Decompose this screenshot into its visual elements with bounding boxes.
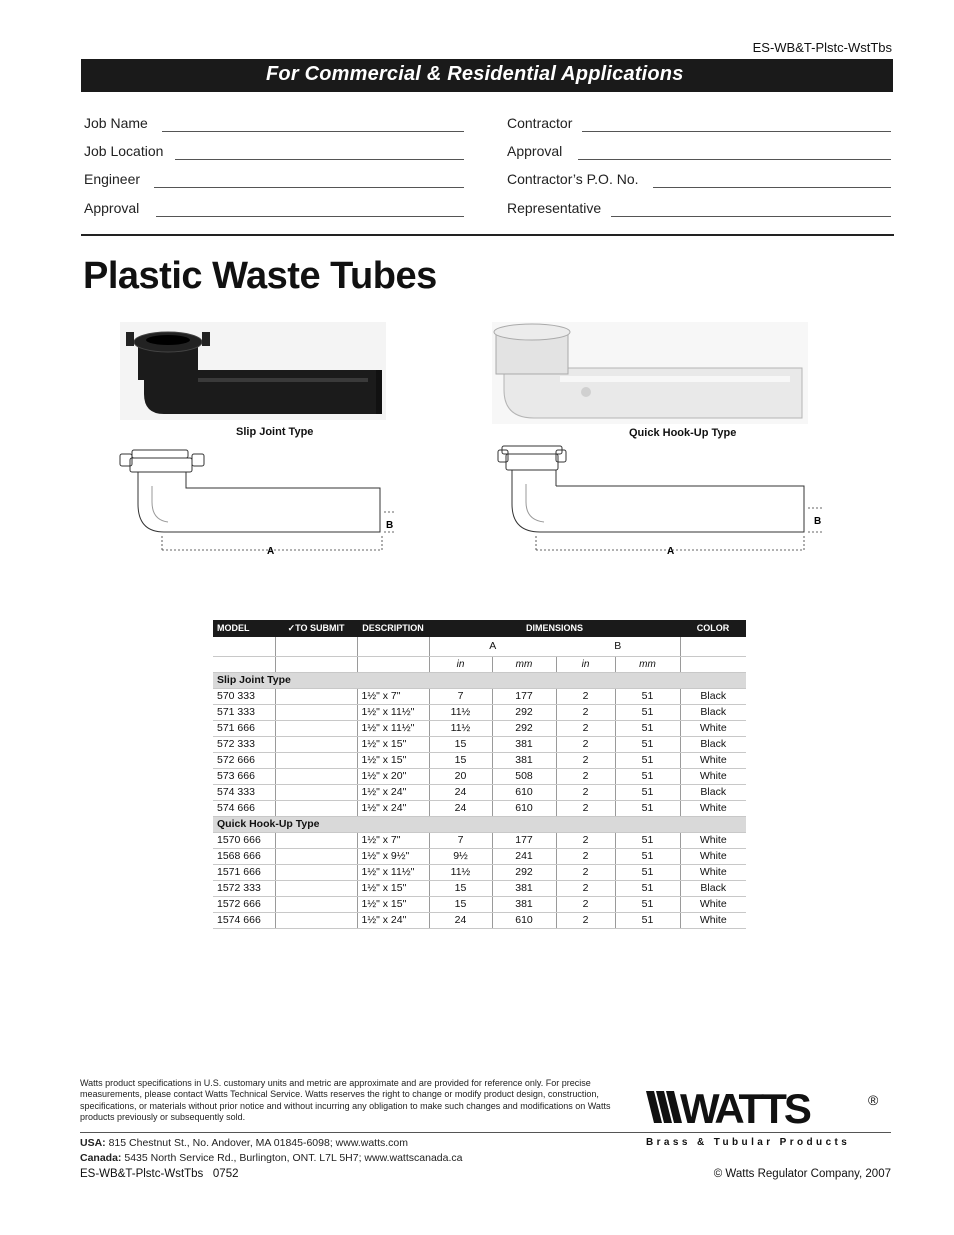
field-line: [582, 131, 891, 132]
tube-length: 11½": [390, 866, 415, 878]
dim-a-mm-cell: 610: [492, 913, 556, 929]
dim-a-in-cell: 11½: [429, 705, 492, 721]
description-separator: x: [379, 914, 391, 926]
tube-length: 24": [390, 914, 407, 926]
submit-checkbox-cell[interactable]: [275, 705, 357, 721]
table-row: [213, 913, 746, 929]
color-cell: White: [680, 721, 746, 737]
dim-b-in-cell: 2: [556, 705, 615, 721]
submit-checkbox-cell[interactable]: [275, 881, 357, 897]
dim-a-mm-cell: 292: [492, 705, 556, 721]
color-cell: White: [680, 801, 746, 817]
model-cell: 1574 666: [213, 913, 275, 929]
description-cell: [357, 833, 429, 849]
dim-a-in-cell: 7: [429, 689, 492, 705]
dim-b-mm-cell: 51: [615, 913, 680, 929]
dim-a-in-cell: 15: [429, 753, 492, 769]
table-row: [213, 769, 746, 785]
dim-b-in-cell: 2: [556, 689, 615, 705]
job-location-field[interactable]: [84, 143, 464, 163]
col-model: MODEL: [213, 620, 275, 637]
description-separator: x: [379, 770, 391, 782]
canada-address-text: 5435 North Service Rd., Burlington, ONT. L7L 5H7; www.wattscanada.ca: [124, 1152, 463, 1164]
unit-row: [213, 657, 746, 673]
dim-b-in-cell: 2: [556, 801, 615, 817]
usa-address-text: 815 Chestnut St., No. Andover, MA 01845-6098; www.watts.com: [108, 1137, 409, 1149]
footer-doc-code: ES-WB&T-Plstc-WstTbs: [80, 1168, 204, 1180]
nut-top: [132, 450, 188, 458]
contractor-field[interactable]: [507, 115, 891, 135]
dim-b-mm-cell: 51: [615, 801, 680, 817]
dim-a-mm-cell: 177: [492, 689, 556, 705]
tube-length: 20": [390, 770, 407, 782]
description-cell: [357, 753, 429, 769]
dim-b-mm-cell: 51: [615, 737, 680, 753]
dim-a-mm-cell: 610: [492, 785, 556, 801]
hookup-nut-top: [494, 324, 570, 340]
tube-length: 7": [390, 690, 401, 702]
field-label: Approval: [507, 143, 563, 159]
engineer-field[interactable]: [84, 171, 464, 191]
quick-hookup-caption: Quick Hook-Up Type: [629, 427, 737, 439]
pipe-size: 1½": [361, 866, 380, 878]
page-title: Plastic Waste Tubes: [83, 255, 437, 297]
pipe-size: 1½": [361, 850, 380, 862]
field-label: Engineer: [84, 171, 141, 187]
nut-wing-right: [202, 332, 210, 346]
field-line: [156, 216, 464, 217]
dim-a-mm-cell: 381: [492, 737, 556, 753]
col-to-submit: ✓TO SUBMIT: [275, 620, 357, 637]
description-cell: [357, 849, 429, 865]
dim-b-in-cell: 2: [556, 753, 615, 769]
field-line: [611, 216, 891, 217]
tube-length: 7": [390, 834, 401, 846]
color-cell: White: [680, 897, 746, 913]
description-separator: x: [379, 882, 391, 894]
tube-end: [376, 370, 382, 414]
dim-b-in-cell: 2: [556, 833, 615, 849]
dim-b-mm-cell: 51: [615, 833, 680, 849]
slip-joint-diagram: [112, 440, 402, 560]
description-separator: x: [379, 866, 391, 878]
slip-joint-photo: [118, 318, 388, 422]
quick-hookup-diagram: [492, 440, 832, 560]
dim-a-in-cell: 7: [429, 833, 492, 849]
footer-document-code: [80, 1168, 239, 1180]
model-cell: 574 666: [213, 801, 275, 817]
section-header-row: [213, 673, 746, 689]
color-cell: White: [680, 865, 746, 881]
dim-a-in-cell: 24: [429, 785, 492, 801]
model-cell: 571 333: [213, 705, 275, 721]
dim-b-in-cell: 2: [556, 913, 615, 929]
nut-collar: [512, 470, 556, 486]
pipe-size: 1½": [361, 882, 380, 894]
tube-outline: [512, 484, 804, 532]
description-separator: x: [379, 834, 391, 846]
dim-a-head: A: [429, 637, 556, 657]
tube-body: [504, 368, 802, 418]
description-separator: x: [379, 802, 391, 814]
pipe-size: 1½": [361, 738, 380, 750]
dim-b-label: B: [814, 516, 822, 527]
submit-checkbox-cell[interactable]: [275, 689, 357, 705]
model-cell: 572 333: [213, 737, 275, 753]
dim-a-label: A: [667, 546, 675, 557]
table-row: [213, 849, 746, 865]
description-cell: [357, 897, 429, 913]
description-cell: [357, 801, 429, 817]
pipe-size: 1½": [361, 706, 380, 718]
tube-inner: [152, 486, 168, 522]
table-row: [213, 801, 746, 817]
field-label: Representative: [507, 200, 602, 216]
color-cell: White: [680, 769, 746, 785]
watts-logo: [646, 1085, 886, 1134]
field-line: [175, 159, 464, 160]
submit-checkbox-cell[interactable]: [275, 865, 357, 881]
dim-b-label: B: [386, 520, 394, 531]
dim-a-in-cell: 15: [429, 881, 492, 897]
dim-b-mm-cell: 51: [615, 753, 680, 769]
nut-body: [506, 454, 558, 470]
dim-b-in-cell: 2: [556, 769, 615, 785]
job-name-field[interactable]: [84, 115, 464, 135]
field-line: [578, 159, 891, 160]
contractor-po-field[interactable]: [507, 171, 891, 191]
field-label: Contractor’s P.O. No.: [507, 171, 639, 187]
dim-a-in-cell: 15: [429, 897, 492, 913]
registered-mark: ®: [868, 1092, 879, 1108]
field-line: [154, 187, 464, 188]
submit-checkbox-cell[interactable]: [275, 721, 357, 737]
model-cell: 570 333: [213, 689, 275, 705]
dim-b-mm-cell: 51: [615, 865, 680, 881]
nut-collar: [138, 472, 186, 486]
dim-a-in-cell: 9½: [429, 849, 492, 865]
section-divider: [81, 234, 894, 236]
model-cell: 1572 666: [213, 897, 275, 913]
color-cell: Black: [680, 737, 746, 753]
pipe-size: 1½": [361, 802, 380, 814]
description-cell: [357, 881, 429, 897]
color-cell: White: [680, 833, 746, 849]
color-cell: Black: [680, 705, 746, 721]
dim-b-in-cell: 2: [556, 881, 615, 897]
color-cell: Black: [680, 881, 746, 897]
description-separator: x: [379, 754, 391, 766]
dim-a-mm-cell: 292: [492, 721, 556, 737]
tube-length: 11½": [390, 722, 415, 734]
dim-b-mm-cell: 51: [615, 769, 680, 785]
description-separator: x: [379, 738, 391, 750]
description-cell: [357, 769, 429, 785]
tube-length: 15": [390, 882, 407, 894]
dim-a-in-cell: 11½: [429, 865, 492, 881]
model-cell: 1571 666: [213, 865, 275, 881]
nut-body: [130, 458, 192, 472]
field-line: [653, 187, 891, 188]
dim-a-in-cell: 20: [429, 769, 492, 785]
model-cell: 1568 666: [213, 849, 275, 865]
contractor-approval-field[interactable]: [507, 143, 891, 163]
model-cell: 1570 666: [213, 833, 275, 849]
dim-a-in-cell: 11½: [429, 721, 492, 737]
dim-b-head: B: [556, 637, 680, 657]
section-header-row: [213, 817, 746, 833]
quick-hookup-photo: [490, 320, 810, 426]
color-cell: White: [680, 753, 746, 769]
unit-mm: mm: [492, 657, 556, 673]
table-row: [213, 881, 746, 897]
description-separator: x: [379, 898, 391, 910]
nut-wing-left: [126, 332, 134, 346]
submit-checkbox-cell[interactable]: [275, 785, 357, 801]
model-cell: 571 666: [213, 721, 275, 737]
submit-checkbox-cell[interactable]: [275, 849, 357, 865]
dim-a-mm-cell: 177: [492, 833, 556, 849]
pipe-size: 1½": [361, 786, 380, 798]
dim-b-mm-cell: 51: [615, 689, 680, 705]
tube-length: 11½": [390, 706, 415, 718]
canada-address: [80, 1152, 462, 1164]
submit-checkbox-cell[interactable]: [275, 737, 357, 753]
dim-a-mm-cell: 381: [492, 753, 556, 769]
tube-highlight: [198, 378, 368, 382]
description-cell: [357, 705, 429, 721]
pipe-size: 1½": [361, 722, 380, 734]
nut-wing-right: [192, 454, 204, 466]
description-separator: x: [379, 850, 391, 862]
field-label: Approval: [84, 200, 140, 216]
col-color: COLOR: [680, 620, 746, 637]
tube-opening: [146, 335, 190, 345]
col-dimensions: DIMENSIONS: [429, 620, 680, 637]
table-row: [213, 833, 746, 849]
tube-length: 15": [390, 738, 407, 750]
table-row: [213, 865, 746, 881]
field-label: Job Name: [84, 115, 148, 131]
watts-logo-mark: [646, 1085, 886, 1129]
unit-in: in: [556, 657, 615, 673]
engineer-approval-field[interactable]: [84, 200, 464, 220]
model-cell: 1572 333: [213, 881, 275, 897]
dim-a-in-cell: 24: [429, 913, 492, 929]
document-code: ES-WB&T-Plstc-WstTbs: [752, 40, 892, 55]
dim-b-in-cell: 2: [556, 897, 615, 913]
description-cell: [357, 689, 429, 705]
footer-divider: [80, 1132, 891, 1133]
table-row: [213, 753, 746, 769]
table-row: [213, 785, 746, 801]
dim-b-in-cell: 2: [556, 785, 615, 801]
logo-wordmark: WATTS: [680, 1085, 809, 1129]
color-cell: White: [680, 849, 746, 865]
table-row: [213, 689, 746, 705]
molded-mark: [581, 387, 591, 397]
submit-checkbox-cell[interactable]: [275, 833, 357, 849]
table-header-row: [213, 620, 746, 637]
description-separator: x: [379, 706, 391, 718]
disclaimer-text: Watts product specifications in U.S. customary units and metric are approximate and are provided for reference only. For precise measurements, please contact Watts Technical Service. Watts reserves the right to change or modify product design, construction, specifications, or materials without prior notice and without incurring any obligation to make such changes and modifications on Watts products previously or subsequently sold.: [80, 1078, 611, 1122]
dim-b-mm-cell: 51: [615, 721, 680, 737]
submit-checkbox-cell[interactable]: [275, 769, 357, 785]
dim-b-in-cell: 2: [556, 737, 615, 753]
dim-a-mm-cell: 241: [492, 849, 556, 865]
dim-b-in-cell: 2: [556, 721, 615, 737]
description-cell: [357, 737, 429, 753]
footer-doc-number: 0752: [212, 1168, 239, 1180]
table-row: [213, 721, 746, 737]
dim-a-label: A: [267, 546, 275, 557]
description-separator: x: [379, 690, 391, 702]
field-label: Contractor: [507, 115, 573, 131]
copyright: © Watts Regulator Company, 2007: [713, 1168, 891, 1180]
dim-b-mm-cell: 51: [615, 785, 680, 801]
brand-tagline: Brass & Tubular Products: [646, 1137, 851, 1148]
tube-length: 15": [390, 754, 407, 766]
submit-checkbox-cell[interactable]: [275, 753, 357, 769]
field-line: [162, 131, 464, 132]
pipe-size: 1½": [361, 770, 380, 782]
model-cell: 572 666: [213, 753, 275, 769]
dim-b-mm-cell: 51: [615, 881, 680, 897]
color-cell: Black: [680, 785, 746, 801]
dim-b-mm-cell: 51: [615, 897, 680, 913]
submit-checkbox-cell[interactable]: [275, 801, 357, 817]
table-row: [213, 737, 746, 753]
dim-a-mm-cell: 381: [492, 897, 556, 913]
dim-b-in-cell: 2: [556, 865, 615, 881]
col-description: DESCRIPTION: [357, 620, 429, 637]
model-cell: 574 333: [213, 785, 275, 801]
tube-length: 24": [390, 786, 407, 798]
tube-inner: [526, 484, 544, 522]
canada-label: Canada:: [80, 1152, 122, 1164]
dim-b-in-cell: 2: [556, 849, 615, 865]
unit-mm: mm: [615, 657, 680, 673]
submit-checkbox-cell[interactable]: [275, 897, 357, 913]
submit-checkbox-cell[interactable]: [275, 913, 357, 929]
dim-a-in-cell: 24: [429, 801, 492, 817]
usa-label: USA:: [80, 1137, 106, 1149]
table-row: [213, 897, 746, 913]
pipe-size: 1½": [361, 754, 380, 766]
representative-field[interactable]: [507, 200, 891, 220]
usa-address: [80, 1137, 408, 1149]
tube-length: 15": [390, 898, 407, 910]
tube-length: 9½": [390, 850, 410, 862]
color-cell: Black: [680, 689, 746, 705]
pipe-size: 1½": [361, 914, 380, 926]
dim-a-in-cell: 15: [429, 737, 492, 753]
section-name: Slip Joint Type: [213, 673, 746, 689]
pipe-size: 1½": [361, 834, 380, 846]
color-cell: White: [680, 913, 746, 929]
description-cell: [357, 785, 429, 801]
dim-a-mm-cell: 610: [492, 801, 556, 817]
dim-a-mm-cell: 292: [492, 865, 556, 881]
pipe-size: 1½": [361, 898, 380, 910]
description-cell: [357, 865, 429, 881]
description-separator: x: [379, 722, 391, 734]
description-cell: [357, 721, 429, 737]
dim-b-mm-cell: 51: [615, 849, 680, 865]
field-label: Job Location: [84, 143, 164, 159]
description-separator: x: [379, 786, 391, 798]
dimension-group-row: [213, 637, 746, 657]
table-row: [213, 705, 746, 721]
dim-b-mm-cell: 51: [615, 705, 680, 721]
dim-a-mm-cell: 381: [492, 881, 556, 897]
model-cell: 573 666: [213, 769, 275, 785]
tube-highlight: [560, 376, 790, 382]
specs-table: [213, 620, 746, 929]
slip-joint-caption: Slip Joint Type: [236, 426, 314, 438]
nut-top: [502, 446, 562, 454]
unit-in: in: [429, 657, 492, 673]
tube-length: 24": [390, 802, 407, 814]
tube-outline: [138, 486, 380, 532]
dim-a-mm-cell: 508: [492, 769, 556, 785]
section-name: Quick Hook-Up Type: [213, 817, 746, 833]
description-cell: [357, 913, 429, 929]
pipe-size: 1½": [361, 690, 380, 702]
banner-text: For Commercial & Residential Applications: [266, 63, 684, 85]
application-banner: [81, 59, 893, 92]
